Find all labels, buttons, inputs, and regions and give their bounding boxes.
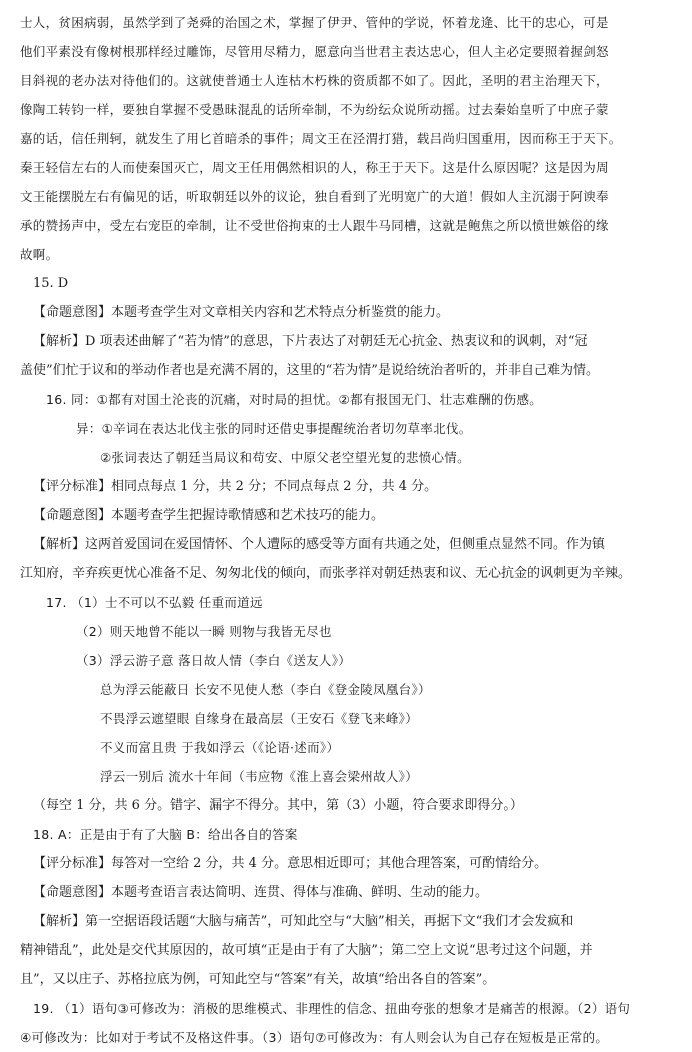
passage-line: 他们平素没有像树根那样经过雕饰，尽管用尽精力，愿意向当世君主表达忠心，但人主必定要照着握剑怒: [20, 44, 609, 59]
q15-analysis: 盖使”们忙于议和的举动作者也是充满不屑的，这里的“若为情”是说给统治者听的，并非自己难为情。: [20, 363, 599, 378]
passage-line: 目斜视的老办法对待他们的。这就使普通士人连枯木朽株的资质都不如了。因此，圣明的君主治理天下，: [20, 73, 609, 88]
q18-scoring: 【评分标准】每答对一空给 2 分，共 4 分。意思相近即可；其他合理答案，可酌情给分。: [33, 856, 548, 871]
q17-answer-7: 浮云一别后 流水十年间（韦应物《淮上喜会梁州故人》）: [100, 769, 419, 784]
q18-answer: 18. A：正是由于有了大脑 B：给出各自的答案: [33, 827, 298, 842]
q18-analysis: 精神错乱”，此处是交代其原因的，故可填“正是由于有了大脑”；第二空上文说“思考过这个问题，并: [20, 943, 593, 958]
question-15: [20, 269, 672, 385]
q16-same: 16. 同：①都有对国土沦丧的沉痛，对时局的担忧。②都有报国无门、壮志难酬的伤感。: [46, 392, 543, 407]
q18-analysis: 且”，又以庄子、苏格拉底为例，可知此空与“答案”有关，故填“给出各自的答案”。: [20, 972, 496, 987]
q17-answer-3: （3）浮云游子意 落日故人情（李白《送友人》）: [76, 653, 352, 668]
question-17: [20, 588, 672, 820]
translation-passage: [20, 8, 672, 269]
q16-intent: 【命题意图】本题考查学生把握诗歌情感和艺术技巧的能力。: [33, 508, 385, 523]
q15-answer: 15. D: [33, 276, 69, 291]
passage-line: 文王能摆脱左右有偏见的话，听取朝廷以外的议论，独自看到了光明宽广的大道！假如人主沉溺于阿谀奉: [20, 189, 609, 204]
passage-line: 像陶工转钧一样，要独自掌握不受愚昧混乱的话所牵制，不为纷纭众说所动摇。过去秦始皇听了中庶子蒙: [20, 102, 609, 117]
passage-line: 士人，贫困病弱，虽然学到了尧舜的治国之术，掌握了伊尹、管仲的学说，怀着龙逄、比干的忠心，可是: [20, 15, 609, 30]
question-19: [20, 994, 672, 1052]
q17-answer-4: 总为浮云能蔽日 长安不见使人愁（李白《登金陵凤凰台》）: [100, 682, 431, 697]
q15-intent: 【命题意图】本题考查学生对文章相关内容和艺术特点分析鉴赏的能力。: [33, 305, 450, 320]
passage-line: 秦王轻信左右的人而使秦国灭亡，周文王任用偶然相识的人，称王于天下。这是什么原因呢？这是因为周: [20, 160, 609, 175]
q17-note: （每空 1 分，共 6 分。错字、漏字不得分。其中，第（3）小题，符合要求即得分。）: [33, 798, 523, 813]
passage-line: 嘉的话，信任荆轲，就发生了用匕首暗杀的事件；周文王在泾渭打猎，载吕尚归国重用，因而称王于天下。: [20, 131, 622, 146]
question-16: [20, 385, 672, 588]
q19-line: ④可修改为：比如对于考试不及格这件事。（3）语句⑦可修改为：有人则会认为自己存在短板是正常的。: [20, 1030, 609, 1045]
q19-line: 19. （1）语句③可修改为：消极的思维模式、非理性的信念、扭曲夸张的想象才是痛苦的根源。（2）语句: [33, 1001, 631, 1016]
q16-analysis: 【解析】这两首爱国词在爱国情怀、个人遭际的感受等方面有共通之处，但侧重点显然不同。作为镇: [33, 537, 606, 552]
q17-answer-6: 不义而富且贵 于我如浮云（《论语·述而》）: [100, 740, 340, 755]
q16-analysis: 江知府，辛弃疾更忧心准备不足、匆匆北伐的倾向，而张孝祥对朝廷热衷和议、无心抗金的讽刺更为辛辣。: [20, 566, 632, 581]
q18-intent: 【命题意图】本题考查语言表达简明、连贯、得体与准确、鲜明、生动的能力。: [33, 885, 489, 900]
q17-answer-2: （2）则天地曾不能以一瞬 则物与我皆无尽也: [76, 624, 332, 639]
q17-answer-1: 17. （1）士不可以不弘毅 任重而道远: [46, 595, 263, 610]
q16-scoring: 【评分标准】相同点每点 1 分，共 2 分；不同点每点 2 分，共 4 分。: [33, 479, 438, 494]
q16-diff-2: ②张词表达了朝廷当局议和苟安、中原父老空望光复的悲愤心情。: [100, 450, 470, 465]
q17-answer-5: 不畏浮云遮望眼 自缘身在最高层（王安石《登飞来峰》）: [100, 711, 419, 726]
q16-diff-1: 异：①辛词在表达北伐主张的同时还借史事提醒统治者切勿草率北伐。: [76, 421, 472, 436]
q18-analysis: 【解析】第一空据语段话题“大脑与痛苦”，可知此空与“大脑”相关，再据下文“我们才会发疯和: [33, 914, 574, 929]
passage-line: 故啊。: [20, 247, 59, 262]
passage-line: 承的赞扬声中，受左右宠臣的牵制，让不受世俗拘束的士人跟牛马同槽，这就是鲍焦之所以愤世嫉俗的缘: [20, 218, 609, 233]
q15-analysis: 【解析】D 项表述曲解了“若为情”的意思，下片表达了对朝廷无心抗金、热衷议和的讽刺，对“冠: [33, 334, 588, 349]
